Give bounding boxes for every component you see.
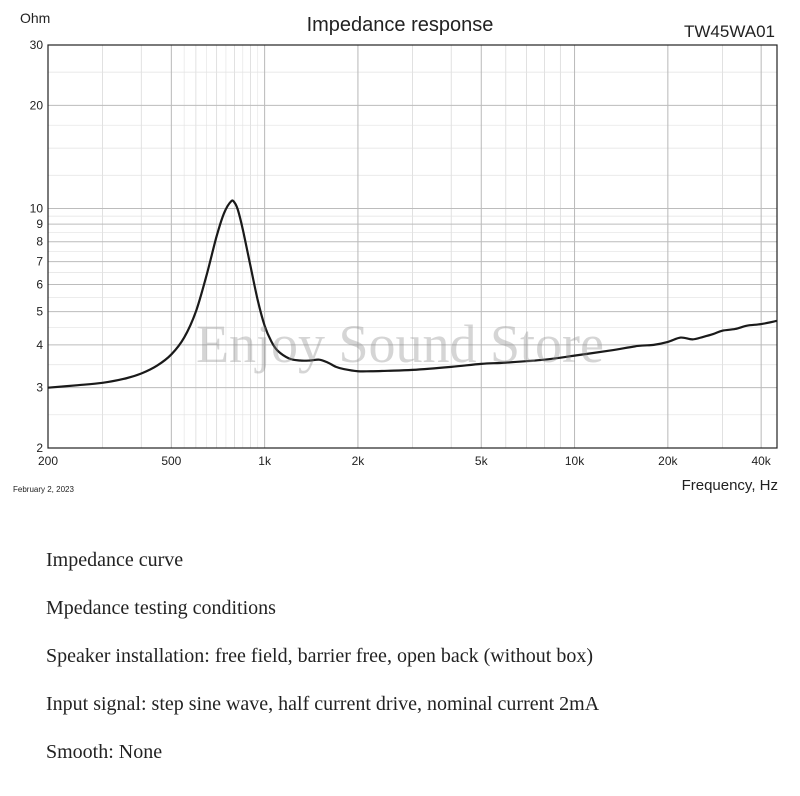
- y-tick-label: 5: [36, 304, 43, 319]
- x-tick-label: 200: [37, 454, 59, 468]
- chart-date: February 2, 2023: [13, 485, 74, 494]
- note-impedance-curve: Impedance curve: [46, 549, 184, 571]
- y-tick-label: 6: [36, 277, 43, 292]
- x-tick-label: 500: [161, 454, 182, 468]
- model-label: TW45WA01: [683, 22, 775, 41]
- y-tick-label: 7: [36, 254, 43, 269]
- y-tick-label: 2: [36, 441, 43, 455]
- note-testing-conditions: Mpedance testing conditions: [46, 597, 276, 619]
- x-tick-labels: [38, 454, 772, 468]
- x-axis-label: Frequency, Hz: [681, 477, 778, 494]
- note-speaker-installation: Speaker installation: free field, barrier free, open back (without box): [46, 645, 594, 667]
- x-tick-label: 10k: [564, 454, 585, 468]
- x-tick-label: 40k: [751, 454, 771, 468]
- y-tick-label: 8: [36, 234, 43, 249]
- note-input-signal: Input signal: step sine wave, half current drive, nominal current 2mA: [46, 693, 600, 715]
- watermark: Enjoy Sound Store: [195, 314, 605, 374]
- y-tick-label: 10: [29, 201, 43, 216]
- notes-list: [46, 540, 786, 780]
- y-tick-label: 30: [29, 38, 43, 52]
- y-tick-label: 4: [36, 337, 43, 352]
- y-tick-label: 20: [29, 98, 43, 113]
- note-smoothing: Smooth: None: [46, 741, 163, 763]
- x-tick-label: 20k: [658, 454, 678, 468]
- x-tick-label: 1k: [258, 454, 271, 468]
- chart-title: Impedance response: [306, 14, 494, 36]
- x-tick-label: 5k: [474, 454, 488, 468]
- y-tick-label: 9: [36, 217, 43, 232]
- y-tick-label: 3: [36, 380, 43, 395]
- x-tick-label: 2k: [351, 454, 365, 468]
- y-tick-labels: [30, 38, 44, 455]
- y-axis-label: Ohm: [20, 10, 51, 26]
